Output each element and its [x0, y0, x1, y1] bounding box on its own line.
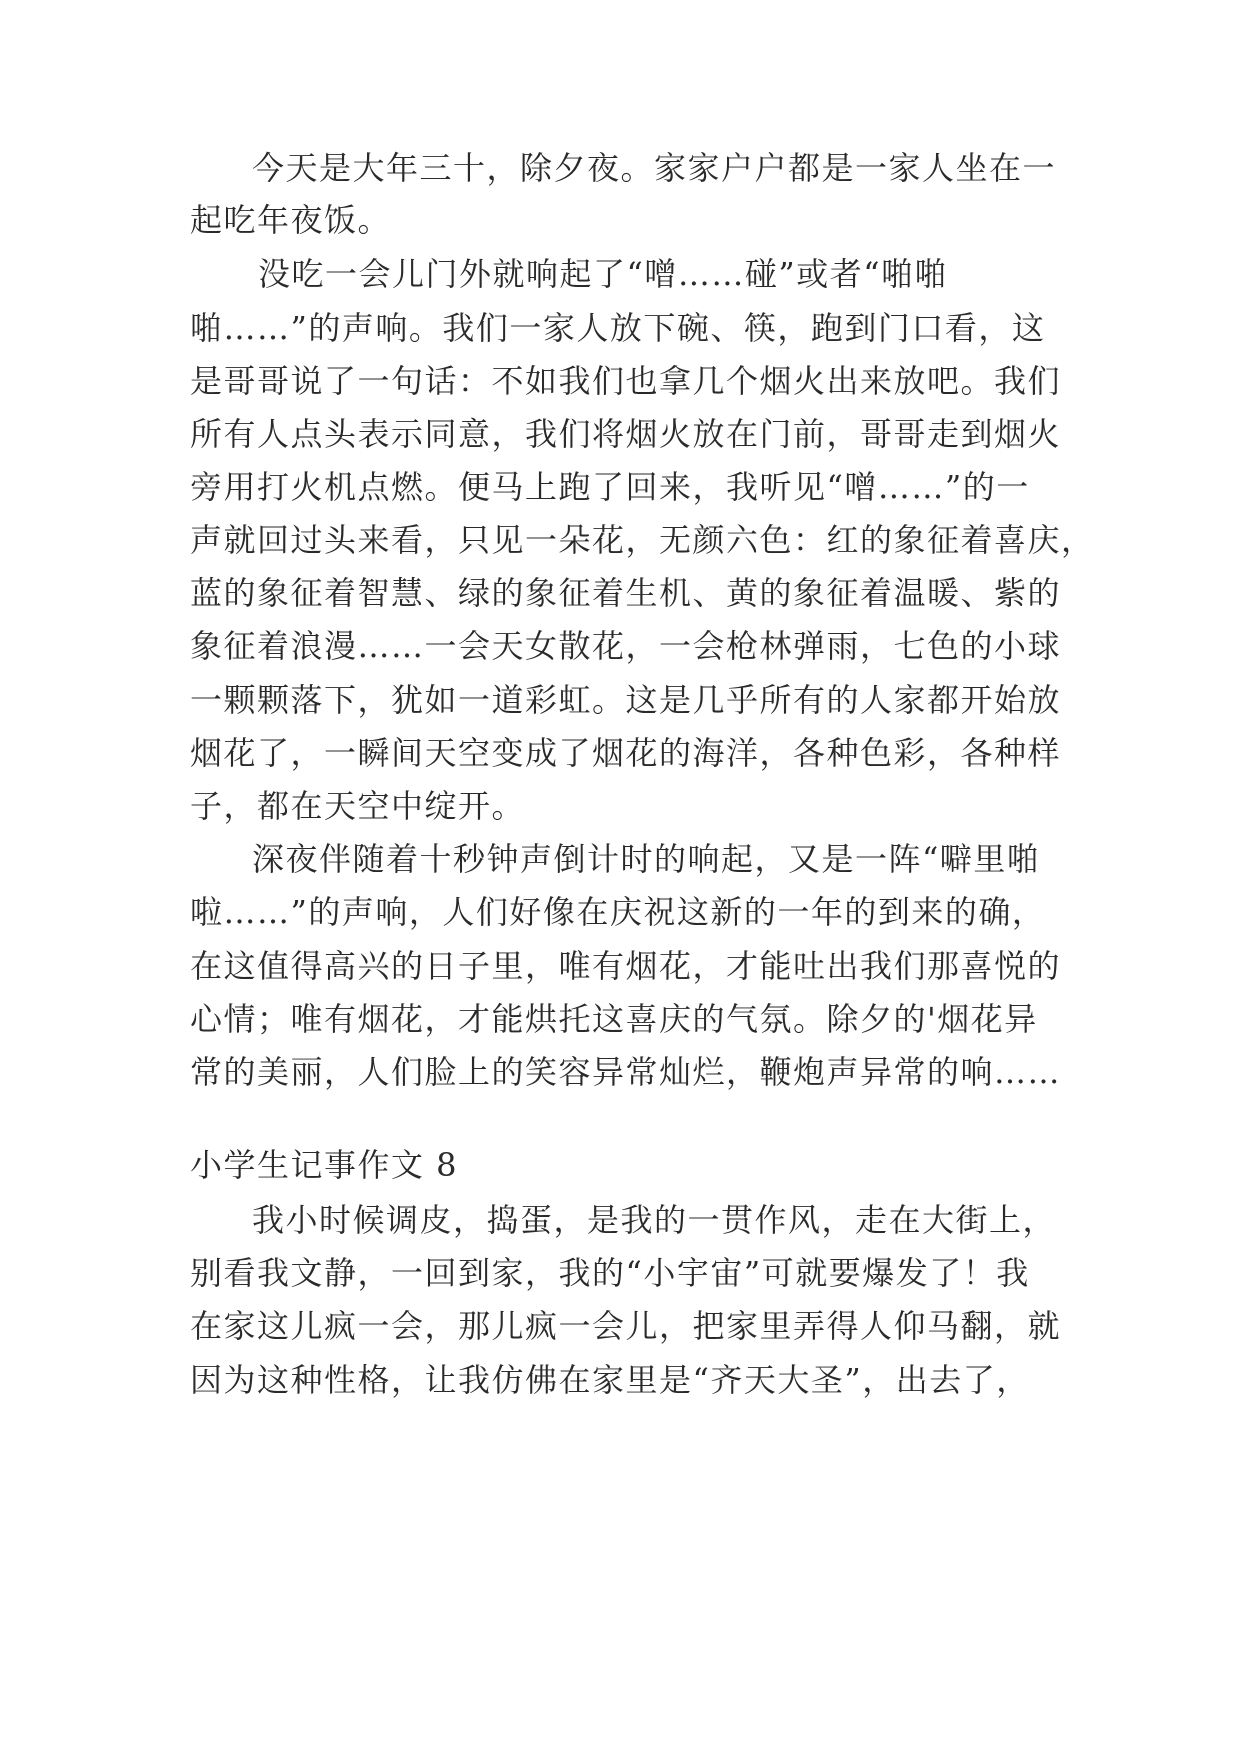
paragraph-2-line-6: 声就回过头来看，只见一朵花，无颜六色：红的象征着喜庆，	[190, 521, 1095, 559]
paragraph-4-line-1: 我小时候调皮，捣蛋，是我的一贯作风，走在大街上，	[252, 1201, 1057, 1239]
paragraph-2-line-10: 烟花了，一瞬间天空变成了烟花的海洋，各种色彩，各种样	[190, 734, 1062, 772]
paragraph-2-line-3: 是哥哥说了一句话：不如我们也拿几个烟火出来放吧。我们	[190, 362, 1062, 400]
section-heading: 小学生记事作文 8	[190, 1146, 459, 1184]
paragraph-4-line-2: 别看我文静，一回到家，我的“小宇宙”可就要爆发了！我	[190, 1254, 1030, 1292]
paragraph-3-line-2: 啦……”的声响，人们好像在庆祝这新的一年的到来的确，	[190, 893, 1046, 931]
paragraph-2-line-4: 所有人点头表示同意，我们将烟火放在门前，哥哥走到烟火	[190, 415, 1062, 453]
paragraph-2-line-1: 没吃一会儿门外就响起了“噌……碰”或者“啪啪	[258, 255, 949, 293]
paragraph-2-line-5: 旁用打火机点燃。便马上跑了回来，我听见“噌……”的一	[190, 468, 1030, 506]
paragraph-3-line-3: 在这值得高兴的日子里，唯有烟花，才能吐出我们那喜悦的	[190, 947, 1062, 985]
paragraph-2-line-11: 子，都在天空中绽开。	[190, 787, 526, 825]
paragraph-2-line-8: 象征着浪漫……一会天女散花，一会枪林弹雨，七色的小球	[190, 627, 1062, 665]
paragraph-3-line-5: 常的美丽，人们脸上的笑容异常灿烂，鞭炮声异常的响……	[190, 1053, 1062, 1091]
paragraph-1-line-1: 今天是大年三十，除夕夜。家家户户都是一家人坐在一	[252, 149, 1057, 187]
paragraph-4-line-4: 因为这种性格，让我仿佛在家里是“齐天大圣”，出去了，	[190, 1361, 1030, 1399]
paragraph-2-line-9: 一颗颗落下，犹如一道彩虹。这是几乎所有的人家都开始放	[190, 681, 1062, 719]
paragraph-3-line-4: 心情；唯有烟花，才能烘托这喜庆的气氛。除夕的'烟花异	[190, 1000, 1038, 1038]
paragraph-4-line-3: 在家这儿疯一会，那儿疯一会儿，把家里弄得人仰马翻，就	[190, 1307, 1062, 1345]
paragraph-1-line-2: 起吃年夜饭。	[190, 201, 392, 239]
paragraph-2-line-2: 啪……”的声响。我们一家人放下碗、筷，跑到门口看，这	[190, 309, 1046, 347]
paragraph-2-line-7: 蓝的象征着智慧、绿的象征着生机、黄的象征着温暖、紫的	[190, 574, 1062, 612]
paragraph-3-line-1: 深夜伴随着十秒钟声倒计时的响起，又是一阵“噼里啪	[252, 840, 1041, 878]
